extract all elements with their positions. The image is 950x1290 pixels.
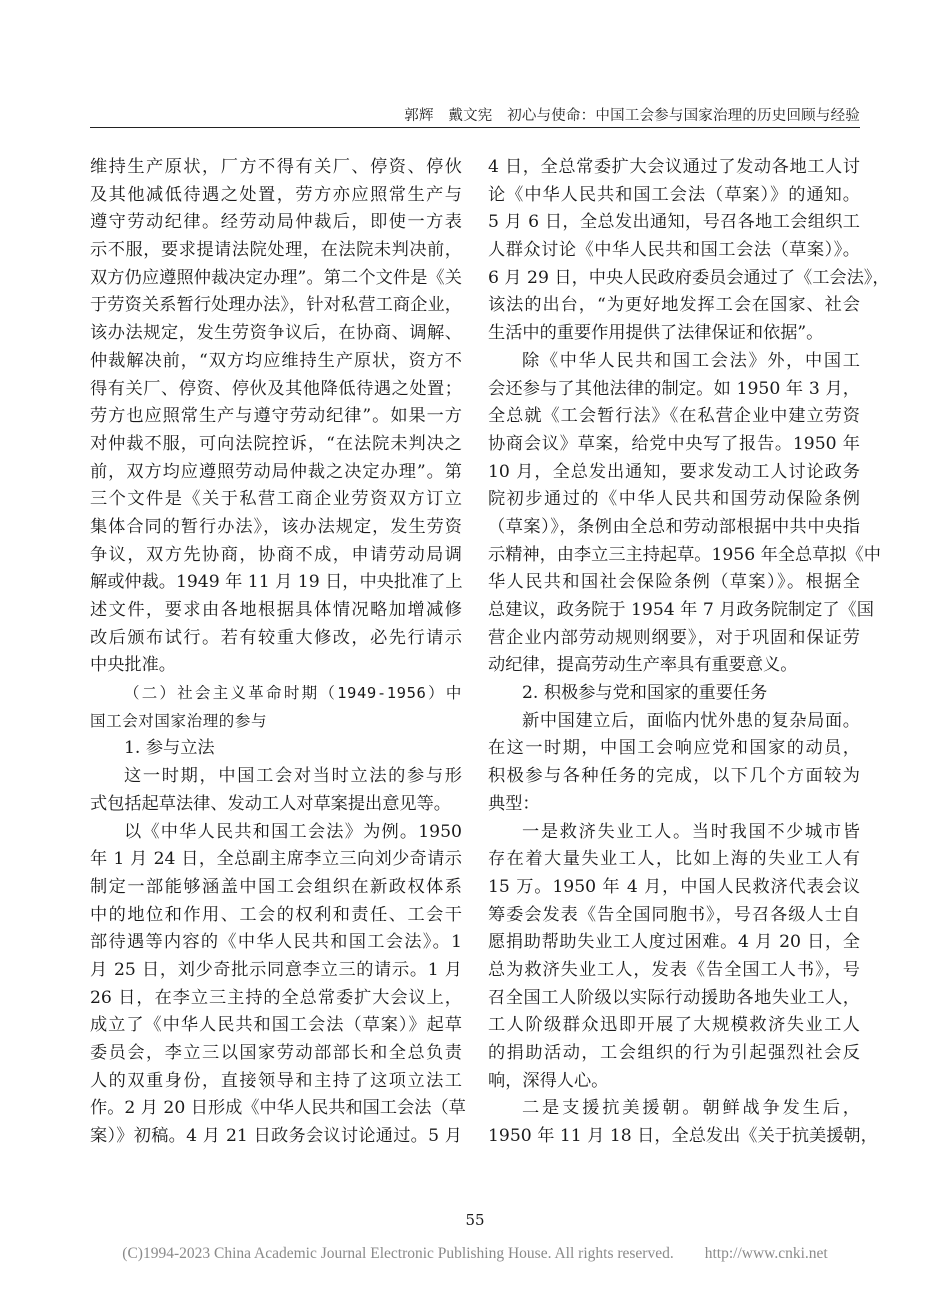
text-line: 解或仲裁。1949 年 11 月 19 日，中央批准了上 bbox=[90, 572, 463, 593]
text-line: 一是救济失业工人。当时我国不少城市皆 bbox=[522, 821, 860, 842]
text-line: 召全国工人阶级以实际行动援助各地失业工人， bbox=[488, 987, 860, 1008]
text-line: 全总就《工会暂行法》《在私营企业中建立劳资 bbox=[488, 406, 860, 427]
text-line: 筹委会发表《告全国同胞书》，号召各级人士自 bbox=[488, 904, 860, 925]
text-line: 响，深得人心。 bbox=[488, 1070, 609, 1091]
text-line: 该办法规定，发生劳资争议后，在协商、调解、 bbox=[90, 323, 462, 344]
text-line: 于劳资关系暂行处理办法》，针对私营工商企业， bbox=[90, 295, 462, 316]
text-line: 遵守劳动纪律。经劳动局仲裁后，即使一方表 bbox=[90, 212, 462, 233]
text-line: 中央批准。 bbox=[90, 655, 176, 676]
text-line: 新中国建立后，面临内忧外患的复杂局面。 bbox=[522, 710, 860, 731]
text-line: 协商会议》草案，给党中央写了报告。1950 年 bbox=[488, 433, 860, 454]
text-line: 积极参与各种任务的完成，以下几个方面较为 bbox=[488, 766, 860, 787]
text-line: 年 1 月 24 日，全总副主席李立三向刘少奇请示 bbox=[90, 849, 462, 870]
text-line: 二是支援抗美援朝。朝鲜战争发生后， bbox=[522, 1098, 860, 1119]
text-line: 示不服，要求提请法院处理，在法院未判决前， bbox=[90, 240, 462, 261]
text-line: 动纪律，提高劳动生产率具有重要意义。 bbox=[488, 655, 798, 676]
text-line: 15 万。1950 年 4 月，中国人民救济代表会议 bbox=[488, 876, 860, 897]
text-line: 部待遇等内容的《中华人民共和国工会法》。1 bbox=[90, 932, 462, 953]
text-line: 集体合同的暂行办法》，该办法规定，发生劳资 bbox=[90, 516, 462, 537]
text-line: 除《中华人民共和国工会法》外，中国工 bbox=[522, 350, 860, 371]
text-line: （草案）》，条例由全总和劳动部根据中共中央指 bbox=[488, 516, 860, 537]
header-title: 初心与使命：中国工会参与国家治理的历史回顾与经验 bbox=[507, 108, 860, 124]
text-line: 月 25 日，刘少奇批示同意李立三的请示。1 月 bbox=[90, 959, 462, 980]
text-line: 成立了《中华人民共和国工会法（草案）》起草 bbox=[90, 1015, 462, 1036]
text-line: 院初步通过的《中华人民共和国劳动保险条例 bbox=[488, 489, 860, 510]
header-rule bbox=[90, 127, 860, 128]
header-authors: 郭辉 戴文宪 bbox=[404, 108, 493, 124]
text-line: 典型： bbox=[488, 793, 540, 814]
text-line: 争议，双方先协商，协商不成，申请劳动局调 bbox=[90, 544, 462, 565]
running-header bbox=[0, 104, 860, 125]
text-line: 的捐助活动，工会组织的行为引起强烈社会反 bbox=[488, 1043, 860, 1063]
text-line: 维持生产原状，厂方不得有关厂、停资、停伙 bbox=[90, 157, 462, 177]
text-line: 仲裁解决前，“双方均应维持生产原状，资方不 bbox=[90, 350, 462, 371]
text-line: 存在着大量失业工人，比如上海的失业工人有 bbox=[488, 849, 860, 870]
text-line: 5 月 6 日，全总发出通知，号召各地工会组织工 bbox=[488, 212, 860, 233]
text-line: 10 月，全总发出通知，要求发动工人讨论政务 bbox=[488, 461, 860, 482]
text-line: 双方仍应遵照仲裁决定办理”。第二个文件是《关 bbox=[90, 267, 462, 288]
text-line: 愿捐助帮助失业工人度过困难。4 月 20 日，全 bbox=[488, 932, 860, 953]
section-heading: 国工会对国家治理的参与 bbox=[90, 711, 268, 730]
text-line: 以《中华人民共和国工会法》为例。1950 bbox=[124, 821, 462, 842]
text-line: 1950 年 11 月 18 日，全总发出《关于抗美援朝， bbox=[488, 1126, 878, 1147]
text-line: 该法的出台，“为更好地发挥工会在国家、社会 bbox=[488, 295, 860, 316]
text-line: 4 日，全总常委扩大会议通过了发动各地工人讨 bbox=[488, 157, 860, 177]
text-line: 委员会，李立三以国家劳动部部长和全总负责 bbox=[90, 1043, 462, 1063]
text-line: 论《中华人民共和国工会法（草案）》的通知。 bbox=[488, 184, 860, 205]
left-column bbox=[90, 154, 466, 1151]
text-line: 生活中的重要作用提供了法律保证和依据”。 bbox=[488, 323, 824, 344]
text-line: 会还参与了其他法律的制定。如 1950 年 3 月， bbox=[488, 378, 860, 399]
subsection-heading: 2. 积极参与党和国家的重要任务 bbox=[522, 683, 768, 704]
text-line: 述文件，要求由各地根据具体情况略加增减修 bbox=[90, 600, 462, 620]
subsection-heading: 1. 参与立法 bbox=[124, 738, 215, 759]
text-line: 26 日，在李立三主持的全总常委扩大会议上， bbox=[90, 987, 462, 1008]
text-line: 人的双重身份，直接领导和主持了这项立法工 bbox=[90, 1070, 462, 1091]
text-line: 劳方也应照常生产与遵守劳动纪律”。如果一方 bbox=[90, 406, 462, 427]
text-line: 改后颁布试行。若有较重大修改，必先行请示 bbox=[90, 627, 462, 648]
page-number: 55 bbox=[465, 1211, 485, 1229]
text-line: 这一时期，中国工会对当时立法的参与形 bbox=[124, 766, 462, 787]
text-line: 中的地位和作用、工会的权利和责任、工会干 bbox=[90, 904, 462, 925]
text-line: 总为救济失业工人，发表《告全国工人书》，号 bbox=[488, 959, 860, 980]
text-line: 华人民共和国社会保险条例（草案）》。根据全 bbox=[488, 572, 860, 593]
text-line: 营企业内部劳动规则纲要》，对于巩固和保证劳 bbox=[488, 627, 860, 648]
text-line: 6 月 29 日，中央人民政府委员会通过了《工会法》， bbox=[488, 267, 890, 288]
section-heading: （二）社会主义革命时期（1949-1956）中 bbox=[124, 684, 462, 703]
text-line: 制定一部能够涵盖中国工会组织在新政权体系 bbox=[90, 876, 462, 897]
text-line: 示精神，由李立三主持起草。1956 年全总草拟《中 bbox=[488, 544, 881, 565]
text-line: 工人阶级群众迅即开展了大规模救济失业工人 bbox=[488, 1015, 860, 1036]
text-line: 三个文件是《关于私营工商企业劳资双方订立 bbox=[90, 489, 462, 510]
text-line: 案）》初稿。4 月 21 日政务会议讨论通过。5 月 bbox=[90, 1126, 462, 1147]
text-line: 前，双方均应遵照劳动局仲裁之决定办理”。第 bbox=[90, 461, 462, 482]
text-line: 在这一时期，中国工会响应党和国家的动员， bbox=[488, 738, 860, 759]
copyright-footer: (C)1994-2023 China Academic Journal Electronic Publishing House. All rights reserved. http://www.cnki.net bbox=[122, 1245, 828, 1262]
text-line: 得有关厂、停资、停伙及其他降低待遇之处置； bbox=[90, 378, 462, 399]
text-line: 及其他减低待遇之处置，劳方亦应照常生产与 bbox=[90, 184, 462, 205]
text-line: 总建议，政务院于 1954 年 7 月政务院制定了《国 bbox=[488, 600, 874, 620]
text-line: 人群众讨论《中华人民共和国工会法（草案）》。 bbox=[488, 240, 860, 261]
text-line: 作。2 月 20 日形成《中华人民共和国工会法（草 bbox=[90, 1098, 466, 1119]
right-column bbox=[488, 154, 890, 1151]
text-line: 对仲裁不服，可向法院控诉，“在法院未判决之 bbox=[90, 433, 462, 454]
text-line: 式包括起草法律、发动工人对草案提出意见等。 bbox=[90, 793, 451, 814]
